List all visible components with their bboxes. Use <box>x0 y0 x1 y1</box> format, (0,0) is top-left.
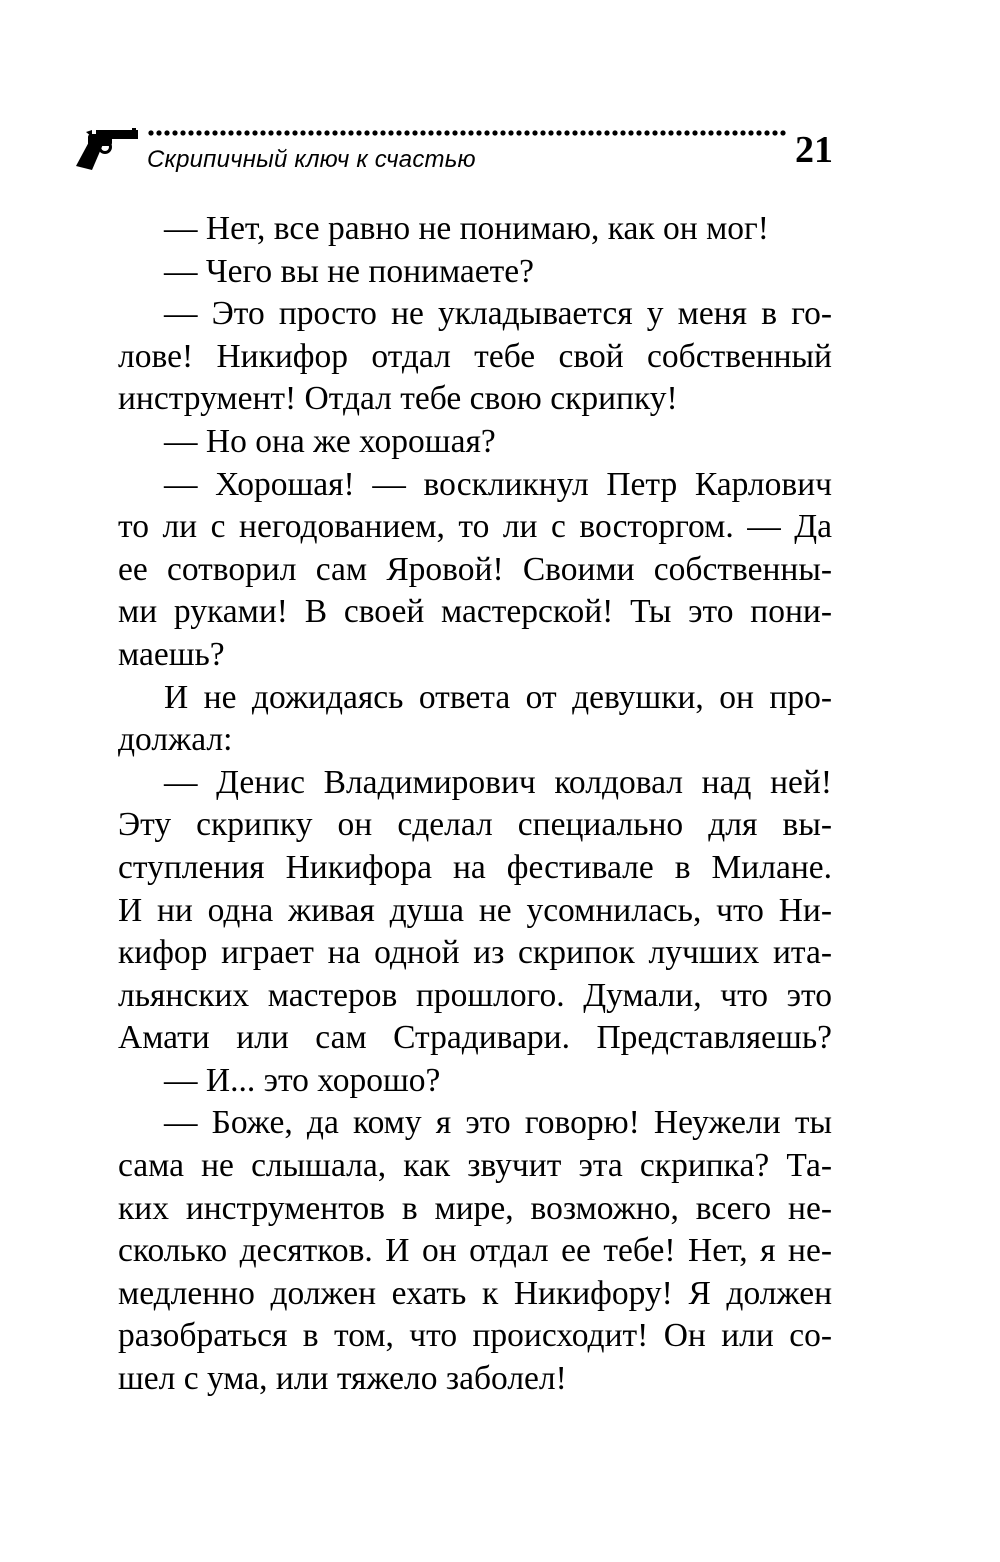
text-line: сама не слышала, как звучит эта скрипка? Та- <box>118 1147 832 1185</box>
text-line: — Денис Владимирович колдовал над ней! <box>164 763 832 801</box>
text-line: сколько десятков. И он отдал ее тебе! Нет, я не- <box>118 1232 832 1270</box>
body-text <box>118 208 832 1401</box>
page-header <box>0 0 1000 200</box>
page-number: 21 <box>795 129 833 171</box>
text-line: лове! Никифор отдал тебе свой собственный <box>118 337 832 375</box>
revolver-icon <box>74 128 140 172</box>
text-line: льянских мастеров прошлого. Думали, что это <box>118 976 832 1014</box>
text-line: ми руками! В своей мастерской! Ты это пони- <box>118 593 832 631</box>
text-line: то ли с негодованием, то ли с восторгом. — Да <box>118 508 832 546</box>
running-title: Скрипичный ключ к счастью <box>147 146 476 173</box>
text-line: медленно должен ехать к Никифору! Я должен <box>118 1274 832 1312</box>
text-line: И ни одна живая душа не усомнилась, что Ни- <box>118 891 832 929</box>
text-line: должал: <box>118 721 233 759</box>
text-line: — Чего вы не понимаете? <box>164 252 535 290</box>
header-dotted-rule <box>147 126 787 140</box>
text-line: — Хорошая! — воскликнул Петр Карлович <box>164 465 832 503</box>
text-line: — Боже, да кому я это говорю! Неужели ты <box>164 1104 832 1142</box>
text-line: инструмент! Отдал тебе свою скрипку! <box>118 380 678 418</box>
text-line: — Нет, все равно не понимаю, как он мог! <box>164 210 769 247</box>
text-line: ее сотворил сам Яровой! Своими собственны- <box>118 550 832 588</box>
text-line: кифор играет на одной из скрипок лучших ита- <box>118 934 832 972</box>
text-line: разобраться в том, что происходит! Он или со- <box>118 1317 832 1355</box>
text-line: — Но она же хорошая? <box>164 422 496 460</box>
text-line: шел с ума, или тяжело заболел! <box>118 1360 567 1398</box>
text-line: ступления Никифора на фестивале в Милане. <box>118 848 832 886</box>
text-line: маешь? <box>118 635 225 673</box>
text-line: — И... это хорошо? <box>164 1061 441 1099</box>
text-line: ких инструментов в мире, возможно, всего не- <box>118 1189 832 1227</box>
text-line: Амати или сам Страдивари. Представляешь? <box>118 1019 832 1057</box>
text-line: И не дожидаясь ответа от девушки, он про- <box>164 678 832 716</box>
text-line: — Это просто не укладывается у меня в го- <box>164 295 832 333</box>
text-line: Эту скрипку он сделал специально для вы- <box>118 806 832 844</box>
